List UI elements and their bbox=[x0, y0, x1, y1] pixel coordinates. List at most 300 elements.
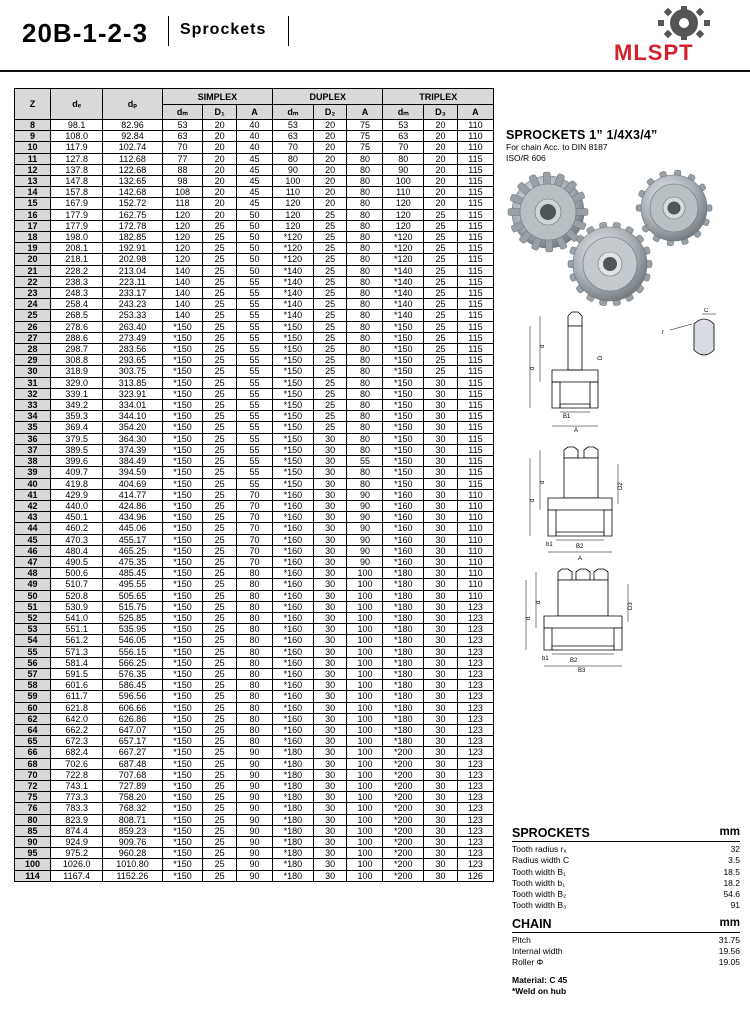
cell-z: 46 bbox=[15, 545, 51, 556]
cell-a-simplex: 70 bbox=[237, 489, 273, 500]
cell-dm-duplex: 70 bbox=[273, 142, 314, 153]
cell-de: 470.3 bbox=[51, 534, 103, 545]
cell-z: 54 bbox=[15, 635, 51, 646]
cell-de: 318.9 bbox=[51, 366, 103, 377]
col-de: dₑ bbox=[51, 89, 103, 120]
cell-de: 450.1 bbox=[51, 512, 103, 523]
cell-z: 60 bbox=[15, 702, 51, 713]
svg-text:d: d bbox=[530, 366, 536, 370]
cell-dm-triplex: 110 bbox=[383, 187, 424, 198]
cell-dm-simplex: *150 bbox=[162, 780, 203, 791]
cell-a-duplex: 80 bbox=[347, 344, 383, 355]
cell-dm-duplex: *160 bbox=[273, 500, 314, 511]
spec-row-sprocket bbox=[512, 844, 740, 855]
cell-a-triplex: 115 bbox=[457, 164, 493, 175]
cell-d2: 30 bbox=[313, 545, 347, 556]
cell-dm-duplex: *180 bbox=[273, 769, 314, 780]
cell-a-triplex: 123 bbox=[457, 769, 493, 780]
cell-a-triplex: 123 bbox=[457, 601, 493, 612]
cell-d1: 25 bbox=[203, 344, 237, 355]
cell-de: 268.5 bbox=[51, 310, 103, 321]
cell-dm-simplex: *150 bbox=[162, 534, 203, 545]
cell-dp: 535.95 bbox=[103, 624, 162, 635]
cell-de: 228.2 bbox=[51, 265, 103, 276]
cell-a-triplex: 115 bbox=[457, 332, 493, 343]
cell-dm-simplex: *150 bbox=[162, 702, 203, 713]
cell-d2: 25 bbox=[313, 288, 347, 299]
cell-dp: 323.91 bbox=[103, 388, 162, 399]
cell-a-simplex: 55 bbox=[237, 433, 273, 444]
cell-dm-triplex: *140 bbox=[383, 299, 424, 310]
svg-text:b1: b1 bbox=[546, 542, 553, 548]
cell-dm-simplex: *150 bbox=[162, 837, 203, 848]
cell-dm-duplex: *160 bbox=[273, 702, 314, 713]
cell-d3: 20 bbox=[424, 153, 458, 164]
table-row bbox=[15, 344, 494, 355]
cell-a-simplex: 80 bbox=[237, 702, 273, 713]
spec-value: 91 bbox=[730, 900, 740, 911]
cell-dm-triplex: *200 bbox=[383, 792, 424, 803]
cell-z: 27 bbox=[15, 332, 51, 343]
cell-d1: 25 bbox=[203, 814, 237, 825]
cell-a-duplex: 80 bbox=[347, 310, 383, 321]
cell-a-simplex: 80 bbox=[237, 691, 273, 702]
spec-label: Radius width C bbox=[512, 855, 570, 866]
cell-dp: 253.33 bbox=[103, 310, 162, 321]
cell-a-duplex: 80 bbox=[347, 377, 383, 388]
cell-dp: 909.76 bbox=[103, 837, 162, 848]
cell-d3: 30 bbox=[424, 556, 458, 567]
cell-a-duplex: 100 bbox=[347, 601, 383, 612]
cell-dm-duplex: *160 bbox=[273, 568, 314, 579]
cell-dm-simplex: *150 bbox=[162, 467, 203, 478]
cell-dm-simplex: *150 bbox=[162, 456, 203, 467]
cell-dm-simplex: *150 bbox=[162, 624, 203, 635]
cell-z: 20 bbox=[15, 254, 51, 265]
cell-dm-duplex: *160 bbox=[273, 489, 314, 500]
cell-d2: 30 bbox=[313, 792, 347, 803]
cell-d3: 30 bbox=[424, 601, 458, 612]
table-row bbox=[15, 512, 494, 523]
cell-d2: 30 bbox=[313, 814, 347, 825]
table-row bbox=[15, 243, 494, 254]
cell-dm-simplex: *150 bbox=[162, 355, 203, 366]
cell-d1: 25 bbox=[203, 433, 237, 444]
table-row bbox=[15, 164, 494, 175]
cell-dp: 606.66 bbox=[103, 702, 162, 713]
cell-dm-simplex: *150 bbox=[162, 758, 203, 769]
cell-de: 157.8 bbox=[51, 187, 103, 198]
cell-dm-triplex: *150 bbox=[383, 321, 424, 332]
cell-dp: 293.65 bbox=[103, 355, 162, 366]
cell-a-simplex: 80 bbox=[237, 646, 273, 657]
cell-de: 278.6 bbox=[51, 321, 103, 332]
cell-d3: 25 bbox=[424, 288, 458, 299]
cell-a-duplex: 80 bbox=[347, 187, 383, 198]
cell-dp: 102.74 bbox=[103, 142, 162, 153]
cell-z: 34 bbox=[15, 411, 51, 422]
cell-a-simplex: 70 bbox=[237, 534, 273, 545]
cell-dp: 505.65 bbox=[103, 590, 162, 601]
cell-d2: 25 bbox=[313, 254, 347, 265]
cell-dm-duplex: *180 bbox=[273, 870, 314, 881]
cell-dm-duplex: *140 bbox=[273, 288, 314, 299]
cell-a-duplex: 80 bbox=[347, 265, 383, 276]
cell-de: 359.3 bbox=[51, 411, 103, 422]
cell-d1: 25 bbox=[203, 321, 237, 332]
cell-a-triplex: 123 bbox=[457, 724, 493, 735]
cell-dp: 313.85 bbox=[103, 377, 162, 388]
table-row bbox=[15, 176, 494, 187]
table-row bbox=[15, 568, 494, 579]
cell-a-simplex: 45 bbox=[237, 164, 273, 175]
cell-dm-triplex: *180 bbox=[383, 668, 424, 679]
cell-dm-triplex: *180 bbox=[383, 635, 424, 646]
cell-a-duplex: 100 bbox=[347, 702, 383, 713]
svg-text:A: A bbox=[578, 556, 583, 562]
cell-d2: 30 bbox=[313, 456, 347, 467]
cell-z: 72 bbox=[15, 780, 51, 791]
cell-d2: 30 bbox=[313, 758, 347, 769]
cell-z: 100 bbox=[15, 859, 51, 870]
cell-a-duplex: 90 bbox=[347, 534, 383, 545]
cell-d2: 25 bbox=[313, 388, 347, 399]
cell-dm-triplex: *180 bbox=[383, 713, 424, 724]
cell-dm-simplex: *150 bbox=[162, 545, 203, 556]
cell-dp: 727.89 bbox=[103, 780, 162, 791]
cell-z: 52 bbox=[15, 612, 51, 623]
cell-dm-duplex: *120 bbox=[273, 243, 314, 254]
spec-chain-header bbox=[512, 917, 740, 931]
cell-a-triplex: 115 bbox=[457, 310, 493, 321]
cell-dm-triplex: 80 bbox=[383, 153, 424, 164]
cell-dp: 82.96 bbox=[103, 120, 162, 131]
cell-a-duplex: 100 bbox=[347, 870, 383, 881]
cell-dm-duplex: 120 bbox=[273, 220, 314, 231]
table-row bbox=[15, 601, 494, 612]
cell-dp: 687.48 bbox=[103, 758, 162, 769]
cell-dm-duplex: *160 bbox=[273, 512, 314, 523]
cell-d1: 20 bbox=[203, 176, 237, 187]
cell-a-triplex: 115 bbox=[457, 355, 493, 366]
svg-text:B3: B3 bbox=[578, 668, 586, 674]
cell-d3: 25 bbox=[424, 209, 458, 220]
table-row bbox=[15, 680, 494, 691]
cell-a-simplex: 55 bbox=[237, 411, 273, 422]
table-row bbox=[15, 747, 494, 758]
cell-a-triplex: 115 bbox=[457, 243, 493, 254]
cell-d3: 30 bbox=[424, 848, 458, 859]
cell-a-simplex: 55 bbox=[237, 366, 273, 377]
cell-dm-triplex: *180 bbox=[383, 724, 424, 735]
cell-a-simplex: 55 bbox=[237, 310, 273, 321]
cell-dm-simplex: 70 bbox=[162, 142, 203, 153]
cell-de: 137.8 bbox=[51, 164, 103, 175]
cell-dm-simplex: *150 bbox=[162, 646, 203, 657]
cell-d2: 30 bbox=[313, 467, 347, 478]
page-header bbox=[0, 0, 750, 72]
cell-de: 743.1 bbox=[51, 780, 103, 791]
cell-z: 13 bbox=[15, 176, 51, 187]
cell-dm-triplex: *160 bbox=[383, 556, 424, 567]
cell-d2: 30 bbox=[313, 702, 347, 713]
cell-d1: 20 bbox=[203, 153, 237, 164]
cell-a-simplex: 90 bbox=[237, 859, 273, 870]
table-row bbox=[15, 792, 494, 803]
cell-dm-triplex: *140 bbox=[383, 288, 424, 299]
cell-z: 51 bbox=[15, 601, 51, 612]
table-row bbox=[15, 825, 494, 836]
cell-d3: 25 bbox=[424, 310, 458, 321]
cell-d2: 25 bbox=[313, 209, 347, 220]
table-row bbox=[15, 467, 494, 478]
cell-d1: 25 bbox=[203, 635, 237, 646]
cell-a-duplex: 75 bbox=[347, 120, 383, 131]
cell-a-simplex: 55 bbox=[237, 377, 273, 388]
table-row bbox=[15, 366, 494, 377]
table-header-row-groups bbox=[15, 89, 494, 105]
cell-a-triplex: 115 bbox=[457, 321, 493, 332]
table-row bbox=[15, 803, 494, 814]
cell-de: 571.3 bbox=[51, 646, 103, 657]
cell-dm-duplex: *160 bbox=[273, 612, 314, 623]
cell-a-triplex: 123 bbox=[457, 780, 493, 791]
cell-a-duplex: 80 bbox=[347, 288, 383, 299]
cell-dm-duplex: *160 bbox=[273, 657, 314, 668]
sprocket-dimensions-table bbox=[14, 88, 494, 882]
table-body bbox=[15, 120, 494, 882]
cell-a-duplex: 80 bbox=[347, 276, 383, 287]
cell-dm-simplex: 140 bbox=[162, 310, 203, 321]
cell-dm-triplex: *160 bbox=[383, 500, 424, 511]
cell-d2: 30 bbox=[313, 848, 347, 859]
cell-d2: 30 bbox=[313, 859, 347, 870]
cell-a-duplex: 90 bbox=[347, 489, 383, 500]
cell-dp: 112.68 bbox=[103, 153, 162, 164]
cell-a-duplex: 100 bbox=[347, 758, 383, 769]
cell-z: 8 bbox=[15, 120, 51, 131]
cell-d2: 30 bbox=[313, 612, 347, 623]
page-title: 20B-1-2-3 bbox=[22, 18, 149, 48]
cell-a-simplex: 50 bbox=[237, 220, 273, 231]
svg-text:D3: D3 bbox=[628, 602, 634, 610]
cell-d1: 25 bbox=[203, 355, 237, 366]
cell-a-triplex: 115 bbox=[457, 377, 493, 388]
table-row bbox=[15, 120, 494, 131]
table-row bbox=[15, 870, 494, 881]
cell-d2: 20 bbox=[313, 131, 347, 142]
cell-d2: 25 bbox=[313, 265, 347, 276]
cell-d1: 20 bbox=[203, 131, 237, 142]
cell-dm-simplex: *150 bbox=[162, 377, 203, 388]
cell-a-simplex: 80 bbox=[237, 635, 273, 646]
svg-text:b1: b1 bbox=[542, 656, 549, 662]
spec-value: 3.5 bbox=[728, 855, 740, 866]
cell-d2: 30 bbox=[313, 825, 347, 836]
cell-d3: 30 bbox=[424, 456, 458, 467]
cell-d2: 30 bbox=[313, 500, 347, 511]
cell-z: 59 bbox=[15, 691, 51, 702]
cell-d3: 30 bbox=[424, 568, 458, 579]
cell-d3: 30 bbox=[424, 422, 458, 433]
cell-d1: 20 bbox=[203, 142, 237, 153]
table-row bbox=[15, 646, 494, 657]
cell-a-triplex: 123 bbox=[457, 691, 493, 702]
cell-a-duplex: 100 bbox=[347, 814, 383, 825]
cell-a-triplex: 115 bbox=[457, 176, 493, 187]
subtitle-divider bbox=[288, 16, 289, 46]
cell-de: 198.0 bbox=[51, 232, 103, 243]
cell-dp: 92.84 bbox=[103, 131, 162, 142]
cell-d2: 30 bbox=[313, 646, 347, 657]
cell-a-triplex: 126 bbox=[457, 870, 493, 881]
cell-d1: 25 bbox=[203, 870, 237, 881]
cell-dm-duplex: *150 bbox=[273, 467, 314, 478]
cell-d3: 30 bbox=[424, 691, 458, 702]
cell-d3: 30 bbox=[424, 388, 458, 399]
cell-d1: 25 bbox=[203, 523, 237, 534]
cell-de: 551.1 bbox=[51, 624, 103, 635]
cell-z: 23 bbox=[15, 288, 51, 299]
table-row bbox=[15, 444, 494, 455]
cell-dm-triplex: *150 bbox=[383, 400, 424, 411]
cell-de: 682.4 bbox=[51, 747, 103, 758]
cell-d1: 20 bbox=[203, 164, 237, 175]
cell-a-simplex: 90 bbox=[237, 814, 273, 825]
cell-d3: 30 bbox=[424, 758, 458, 769]
cell-dm-simplex: *150 bbox=[162, 489, 203, 500]
cell-dm-triplex: *150 bbox=[383, 444, 424, 455]
cell-dm-duplex: *150 bbox=[273, 456, 314, 467]
cell-a-triplex: 110 bbox=[457, 523, 493, 534]
cell-d1: 25 bbox=[203, 792, 237, 803]
cell-a-triplex: 110 bbox=[457, 545, 493, 556]
cell-a-triplex: 115 bbox=[457, 344, 493, 355]
cell-dm-simplex: 120 bbox=[162, 254, 203, 265]
cell-d3: 30 bbox=[424, 377, 458, 388]
cell-d1: 25 bbox=[203, 299, 237, 310]
drawing-simplex bbox=[506, 308, 738, 444]
cell-dm-duplex: *160 bbox=[273, 590, 314, 601]
cell-dp: 394.59 bbox=[103, 467, 162, 478]
cell-de: 460.2 bbox=[51, 523, 103, 534]
cell-dp: 192.91 bbox=[103, 243, 162, 254]
sprocket-photo bbox=[506, 168, 738, 308]
spec-row-chain bbox=[512, 957, 740, 968]
cell-a-triplex: 123 bbox=[457, 803, 493, 814]
cell-a-triplex: 115 bbox=[457, 299, 493, 310]
right-column bbox=[506, 88, 738, 676]
cell-de: 329.0 bbox=[51, 377, 103, 388]
cell-a-simplex: 90 bbox=[237, 769, 273, 780]
spec-row-chain bbox=[512, 946, 740, 957]
cell-d2: 30 bbox=[313, 668, 347, 679]
cell-d3: 30 bbox=[424, 646, 458, 657]
cell-d3: 20 bbox=[424, 176, 458, 187]
cell-d1: 25 bbox=[203, 265, 237, 276]
table-row bbox=[15, 713, 494, 724]
cell-d3: 30 bbox=[424, 400, 458, 411]
cell-d1: 25 bbox=[203, 803, 237, 814]
cell-dm-triplex: *160 bbox=[383, 545, 424, 556]
cell-d3: 20 bbox=[424, 198, 458, 209]
cell-d2: 30 bbox=[313, 736, 347, 747]
cell-d1: 25 bbox=[203, 780, 237, 791]
cell-dp: 374.39 bbox=[103, 444, 162, 455]
col-group-duplex: DUPLEX bbox=[273, 89, 383, 105]
cell-a-triplex: 123 bbox=[457, 848, 493, 859]
cell-de: 581.4 bbox=[51, 657, 103, 668]
col-group-triplex: TRIPLEX bbox=[383, 89, 494, 105]
cell-dm-simplex: *150 bbox=[162, 635, 203, 646]
cell-a-duplex: 90 bbox=[347, 523, 383, 534]
cell-dm-duplex: *150 bbox=[273, 388, 314, 399]
cell-z: 58 bbox=[15, 680, 51, 691]
cell-d3: 30 bbox=[424, 545, 458, 556]
spec-value: 31.75 bbox=[718, 934, 740, 945]
cell-dm-simplex: 140 bbox=[162, 288, 203, 299]
cell-dm-duplex: 80 bbox=[273, 153, 314, 164]
cell-d2: 20 bbox=[313, 176, 347, 187]
cell-dp: 152.72 bbox=[103, 198, 162, 209]
cell-dm-duplex: *160 bbox=[273, 668, 314, 679]
col-a-duplex: A bbox=[347, 105, 383, 120]
spec-divider-1 bbox=[512, 841, 740, 842]
cell-a-simplex: 55 bbox=[237, 422, 273, 433]
cell-dm-triplex: *200 bbox=[383, 837, 424, 848]
cell-d3: 30 bbox=[424, 747, 458, 758]
cell-z: 56 bbox=[15, 657, 51, 668]
cell-dm-simplex: *150 bbox=[162, 713, 203, 724]
cell-a-simplex: 55 bbox=[237, 355, 273, 366]
spec-label: Roller Φ bbox=[512, 957, 544, 968]
cell-d1: 25 bbox=[203, 769, 237, 780]
table-row bbox=[15, 377, 494, 388]
svg-text:d: d bbox=[530, 498, 536, 502]
cell-a-simplex: 70 bbox=[237, 556, 273, 567]
spec-label: Tooth width B₃ bbox=[512, 900, 567, 911]
cell-a-simplex: 45 bbox=[237, 176, 273, 187]
cell-a-duplex: 90 bbox=[347, 512, 383, 523]
cell-dm-duplex: *160 bbox=[273, 646, 314, 657]
cell-a-duplex: 100 bbox=[347, 680, 383, 691]
svg-text:d: d bbox=[540, 344, 546, 348]
cell-d2: 30 bbox=[313, 657, 347, 668]
cell-a-simplex: 55 bbox=[237, 299, 273, 310]
svg-text:B2: B2 bbox=[576, 544, 584, 550]
table-row bbox=[15, 545, 494, 556]
cell-a-simplex: 70 bbox=[237, 500, 273, 511]
cell-dp: 132.65 bbox=[103, 176, 162, 187]
cell-a-simplex: 55 bbox=[237, 467, 273, 478]
cell-dm-simplex: *150 bbox=[162, 568, 203, 579]
cell-dp: 546.05 bbox=[103, 635, 162, 646]
svg-text:d: d bbox=[526, 616, 532, 620]
cell-a-simplex: 50 bbox=[237, 254, 273, 265]
cell-d2: 25 bbox=[313, 321, 347, 332]
cell-de: 218.1 bbox=[51, 254, 103, 265]
cell-a-triplex: 110 bbox=[457, 500, 493, 511]
cell-a-duplex: 100 bbox=[347, 769, 383, 780]
cell-dp: 455.17 bbox=[103, 534, 162, 545]
cell-a-triplex: 123 bbox=[457, 713, 493, 724]
cell-z: 44 bbox=[15, 523, 51, 534]
table-row bbox=[15, 254, 494, 265]
cell-a-simplex: 90 bbox=[237, 825, 273, 836]
cell-dm-duplex: *160 bbox=[273, 736, 314, 747]
cell-z: 29 bbox=[15, 355, 51, 366]
cell-dm-triplex: *180 bbox=[383, 590, 424, 601]
